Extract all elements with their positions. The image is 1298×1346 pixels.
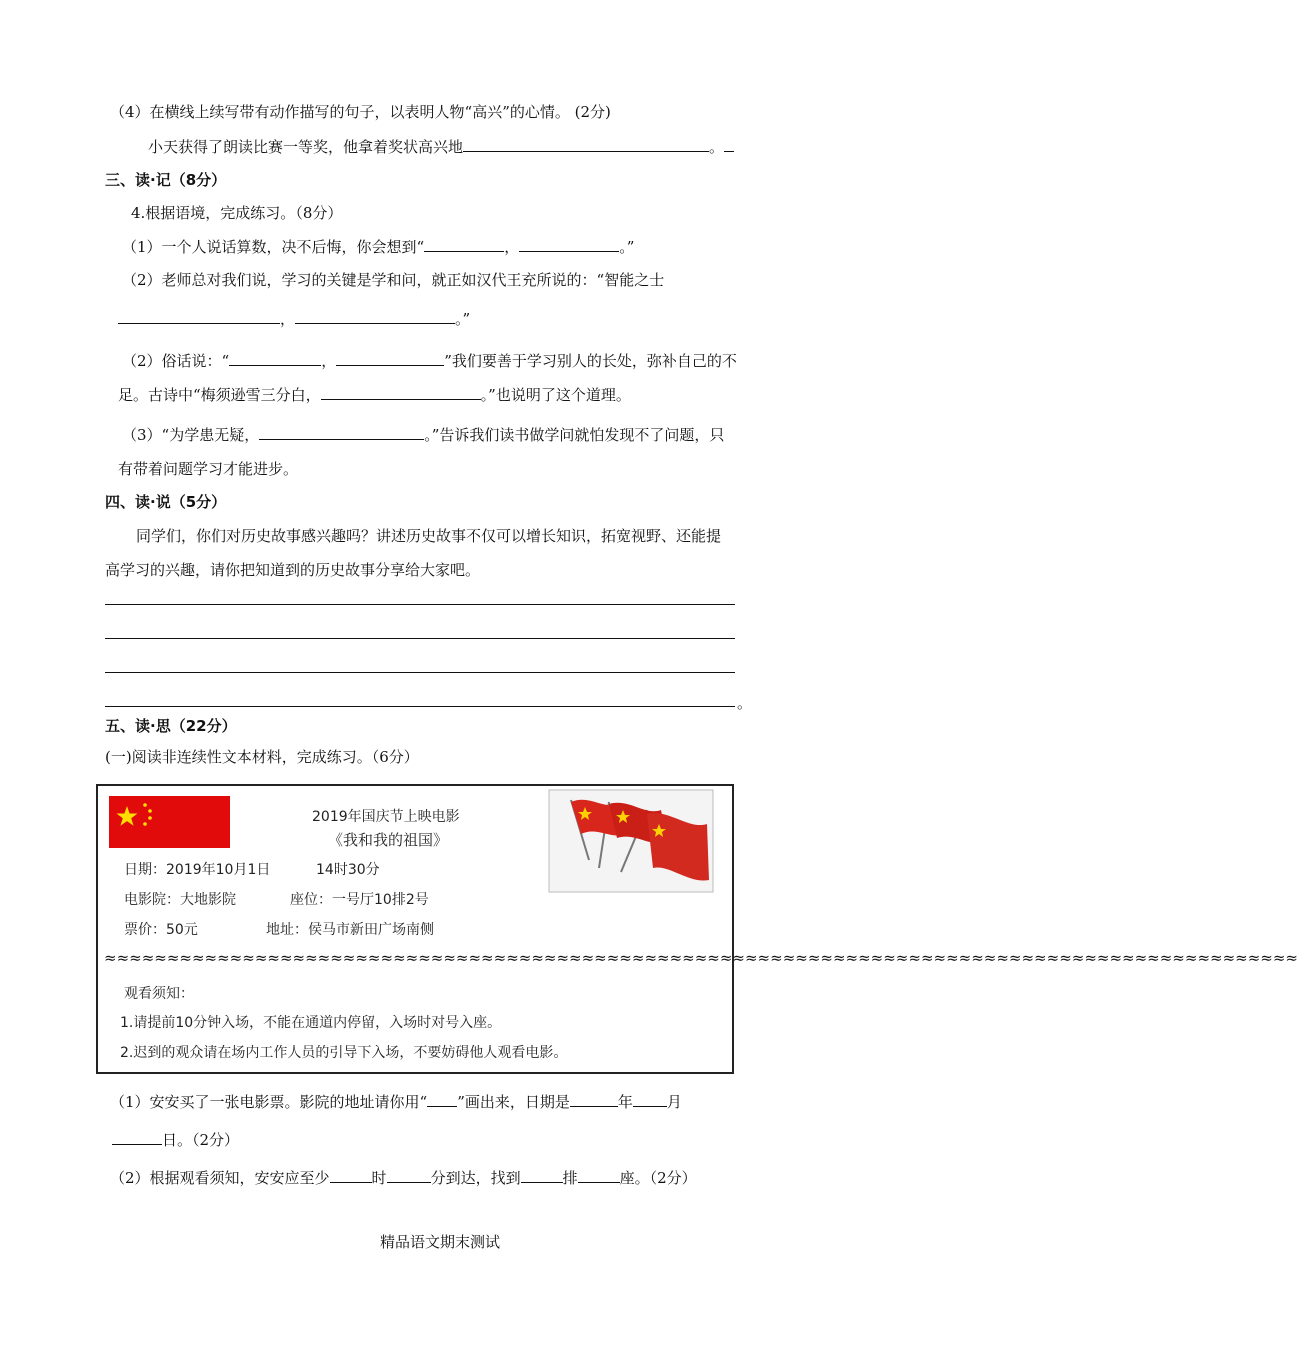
- question-4-prompt: 小天获得了朗读比赛一等奖，他拿着奖状高兴地: [148, 138, 464, 156]
- answer-blank[interactable]: [463, 137, 709, 152]
- section-3-line-6: [122, 424, 724, 445]
- answer-blank[interactable]: [229, 351, 321, 366]
- line-text: （3）“为学患无疑，: [122, 426, 260, 444]
- answer-blank[interactable]: [427, 1092, 457, 1107]
- section-4-paragraph-1: 同学们，你们对历史故事感兴趣吗？讲述历史故事不仅可以增长知识，拓宽视野、还能提: [136, 527, 722, 545]
- ticket-address: 地址：侯马市新田广场南侧: [266, 922, 434, 938]
- section-3-line-3: [118, 308, 470, 329]
- page-footer: 精品语文期末测试: [380, 1233, 501, 1251]
- section-3-line-7: 有带着问题学习才能进步。: [118, 460, 299, 478]
- ticket-seat: 座位：一号厅10排2号: [290, 892, 429, 908]
- section-3-question-4: 4.根据语境，完成练习。（8分）: [131, 204, 343, 222]
- comma: ，: [504, 238, 520, 256]
- line-text: 足。古诗中“梅须逊雪三分白，: [118, 386, 321, 404]
- china-flag-icon: [109, 796, 230, 848]
- wavy-divider: ≈≈≈≈≈≈≈≈≈≈≈≈≈≈≈≈≈≈≈≈≈≈≈≈≈≈≈≈≈≈≈≈≈≈≈≈≈≈≈≈≈≈≈≈≈≈≈≈≈≈≈≈≈≈≈≈≈≈≈≈≈≈≈≈≈≈≈≈≈≈≈≈≈≈≈≈≈≈≈≈≈≈≈≈≈≈≈≈≈≈≈≈≈≈≈: [104, 949, 1298, 967]
- section-4-paragraph-2: 高学习的兴趣，请你把知道到的历史故事分享给大家吧。: [105, 561, 481, 579]
- line-text: 分到达，找到: [430, 1169, 521, 1187]
- line-text: 日。（2分）: [162, 1131, 240, 1149]
- line-text: 年: [617, 1093, 633, 1111]
- line-text: 。”也说明了这个道理。: [480, 386, 631, 404]
- section-3-heading: 三、读·记（8分）: [105, 171, 227, 189]
- answer-blank[interactable]: [295, 309, 455, 324]
- line-end: 。”: [619, 238, 635, 256]
- line-text: （1）安安买了一张电影票。影院的地址请你用“: [110, 1093, 428, 1111]
- line-text: 月: [666, 1093, 682, 1111]
- ticket-date: 日期：2019年10月1日: [124, 862, 271, 878]
- section-3-line-5: [118, 384, 631, 405]
- answer-line[interactable]: [105, 638, 735, 639]
- line-text: 座。（2分）: [619, 1169, 697, 1187]
- ticket-price: 票价：50元: [124, 922, 198, 938]
- answer-blank[interactable]: [519, 237, 619, 252]
- question-4-title: （4）在横线上续写带有动作描写的句子，以表明人物“高兴”的心情。 (2分): [110, 103, 611, 121]
- answer-blank[interactable]: [259, 425, 424, 440]
- section-3-line-2: （2）老师总对我们说，学习的关键是学和问，就正如汉代王充所说的：“智能之士: [122, 271, 665, 289]
- answer-blank[interactable]: [424, 237, 504, 252]
- line-text: 排: [562, 1169, 578, 1187]
- line-text: （1）一个人说话算数，决不后悔，你会想到“: [122, 238, 425, 256]
- section-5-question-1: [110, 1091, 682, 1112]
- section-5-question-2: [110, 1167, 697, 1188]
- line-text: ”画出来，日期是: [457, 1093, 570, 1111]
- section-3-line-4: [122, 350, 737, 371]
- answer-end-period: 。: [737, 694, 753, 712]
- answer-blank[interactable]: [336, 351, 444, 366]
- answer-blank-hour[interactable]: [330, 1168, 372, 1183]
- section-3-line-1: [122, 236, 634, 257]
- answer-blank-month[interactable]: [633, 1092, 667, 1107]
- waving-flags-icon: [549, 790, 713, 892]
- period: 。: [709, 138, 725, 156]
- line-text: （2）俗话说：“: [122, 352, 230, 370]
- answer-line[interactable]: [105, 706, 735, 707]
- comma: ，: [321, 352, 337, 370]
- comma: ，: [280, 310, 296, 328]
- answer-blank[interactable]: [118, 309, 280, 324]
- answer-blank[interactable]: [321, 385, 481, 400]
- answer-blank-year[interactable]: [570, 1092, 618, 1107]
- question-4-sentence: [148, 136, 734, 157]
- line-text: 。”告诉我们读书做学问就怕发现不了问题，只: [424, 426, 725, 444]
- section-5-heading: 五、读·思（22分）: [105, 717, 237, 735]
- ticket-notice-2: 2.迟到的观众请在场内工作人员的引导下入场，不要妨碍他人观看电影。: [120, 1045, 568, 1061]
- section-5-sub-1: (一)阅读非连续性文本材料，完成练习。（6分）: [105, 748, 419, 766]
- answer-blank-minute[interactable]: [387, 1168, 431, 1183]
- ticket-notice-title: 观看须知：: [124, 986, 194, 1002]
- answer-line[interactable]: [105, 672, 735, 673]
- line-text: （2）根据观看须知，安安应至少: [110, 1169, 330, 1187]
- line-text: 时: [371, 1169, 387, 1187]
- line-text: ”我们要善于学习别人的长处，弥补自己的不: [444, 352, 737, 370]
- ticket-notice-1: 1.请提前10分钟入场，不能在通道内停留，入场时对号入座。: [120, 1015, 502, 1031]
- answer-blank-seat[interactable]: [578, 1168, 620, 1183]
- section-4-heading: 四、读·说（5分）: [105, 493, 227, 511]
- ticket-title-1: 2019年国庆节上映电影: [312, 809, 460, 825]
- answer-blank-day[interactable]: [112, 1130, 162, 1145]
- ticket-cinema: 电影院：大地影院: [124, 892, 236, 908]
- section-5-question-1-cont: [112, 1129, 239, 1150]
- answer-blank-tail: [724, 137, 734, 152]
- ticket-time: 14时30分: [316, 862, 380, 878]
- line-end: 。”: [455, 310, 471, 328]
- ticket-title-2: 《我和我的祖国》: [328, 831, 449, 849]
- answer-line[interactable]: [105, 604, 735, 605]
- answer-blank-row[interactable]: [521, 1168, 563, 1183]
